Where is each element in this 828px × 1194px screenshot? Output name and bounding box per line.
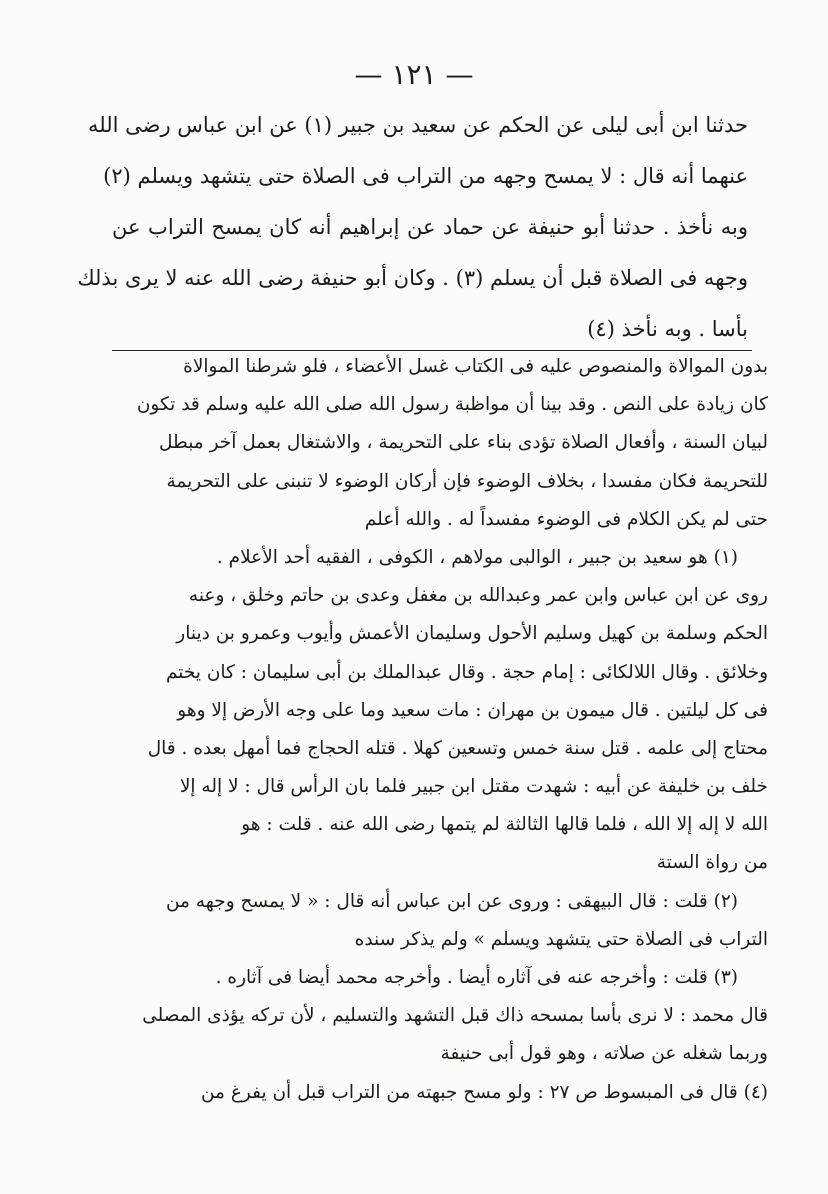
main-text-line: حدثنا ابن أبى ليلى عن الحكم عن سعيد بن جبير (١) عن ابن عباس رضى الله [88,113,748,137]
footnote-line: لبيان السنة ، وأفعال الصلاة تؤدى بناء على التحريمة ، والاشتغال بعمل آخر مبطل [159,432,768,454]
main-text-line: بأسا . وبه نأخذ (٤) [587,317,748,341]
footnote-line: حتى لم يكن الكلام فى الوضوء مفسداً له . والله أعلم [364,508,768,530]
footnote-line: (٢) قلت : قال البيهقى : وروى عن ابن عباس أنه قال : « لا يمسح وجهه من [165,890,738,912]
footnote-1 [62,539,768,883]
footnote-line: (٤) قال فى المبسوط ص ٢٧ : ولو مسح جبهته من التراب قبل أن يفرغ من [200,1081,768,1103]
footnote-line: الله لا إله إلا الله ، فلما قالها الثالثة لم يتمها رضى الله عنه . قلت : هو [241,814,768,836]
continued-footnote [62,348,768,539]
main-text-line: عنهما أنه قال : لا يمسح وجهه من التراب فى الصلاة حتى يتشهد ويسلم (٢) [103,164,748,188]
footnote-line: كان زيادة على النص . وقد بينا أن مواظبة رسول الله صلى الله عليه وسلم قد تكون [136,394,768,416]
footnote-line: قال محمد : لا نرى بأسا بمسحه ذاك قبل التشهد والتسليم ، لأن تركه يؤذى المصلى [142,1005,768,1027]
footnote-3 [62,959,768,1074]
footnote-line: للتحريمة فكان مفسدا ، بخلاف الوضوء فإن أركان الوضوء لا تنبنى على التحريمة [166,470,768,492]
footnotes [62,348,768,1112]
page-number: — ١٢١ — [354,58,474,91]
footnote-line: خلف بن خليفة عن أبيه : شهدت مقتل ابن جبير فلما بان الرأس قال : لا إله إلا [179,776,768,798]
footnote-line: بدون الموالاة والمنصوص عليه فى الكتاب غسل الأعضاء ، فلو شرطنا الموالاة [183,356,768,377]
footnote-line: (١) هو سعيد بن جبير ، الوالبى مولاهم ، الكوفى ، الفقيه أحد الأعلام . [216,546,738,568]
footnote-line: محتاج إلى علمه . قتل سنة خمس وتسعين كهلا . قتله الحجاج فما أمهل بعده . قال [147,737,768,759]
footnote-line: فى كل ليلتين . قال ميمون بن مهران : مات سعيد وما على وجه الأرض إلا وهو [177,699,768,721]
footnote-line: التراب فى الصلاة حتى يتشهد ويسلم » ولم يذكر سنده [354,928,768,950]
footnote-line: (٣) قلت : وأخرجه عنه فى آثاره أيضا . وأخرجه محمد أيضا فى آثاره . [215,967,738,988]
main-text-line: وبه نأخذ . حدثنا أبو حنيفة عن حماد عن إبراهيم أنه كان يمسح التراب عن [112,215,748,239]
footnote-line: الحكم وسلمة بن كهيل وسليم الأحول وسليمان الأعمش وأيوب وعمرو بن دينار [176,623,768,645]
footnote-line: وربما شغله عن صلاته ، وهو قول أبى حنيفة [440,1043,768,1065]
footnote-line: روى عن ابن عباس وابن عمر وعبدالله بن مغفل وعدى بن حاتم وخلق ، وعنه [188,585,768,607]
footnote-4 [62,1074,768,1112]
main-text-line: وجهه فى الصلاة قبل أن يسلم (٣) . وكان أبو حنيفة رضى الله عنه لا يرى بذلك [77,266,748,290]
footnote-line: وخلائق . وقال اللالكائى : إمام حجة . وقال عبدالملك بن أبى سليمان : كان يختم [165,661,768,683]
main-text [77,100,748,355]
footnote-line: من رواة الستة [656,852,768,874]
footnote-2 [62,883,768,959]
